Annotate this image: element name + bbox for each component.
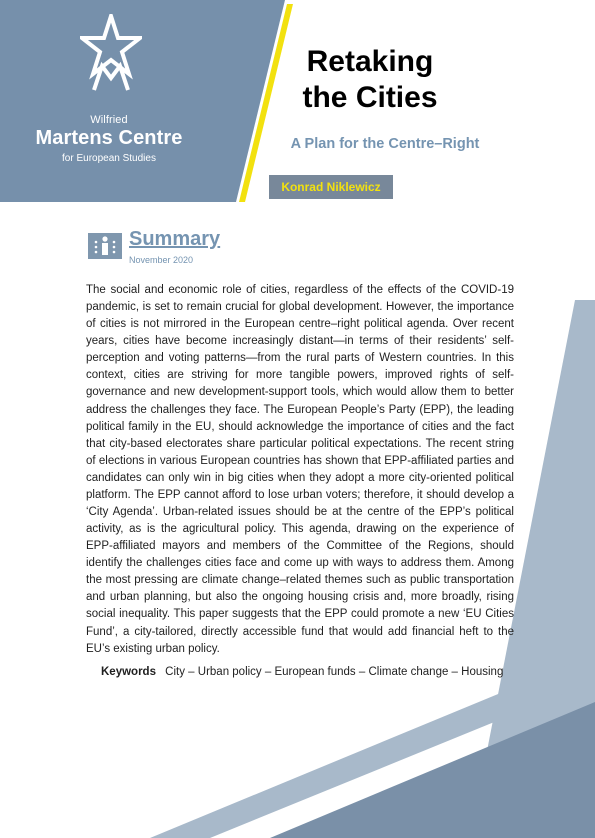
author-badge: Konrad Niklewicz — [269, 175, 393, 199]
summary-heading: Summary — [129, 228, 221, 250]
keywords-label: Keywords — [101, 666, 156, 678]
star-m-logo-icon — [80, 14, 142, 94]
summary-date: November 2020 — [129, 255, 194, 265]
keywords-line — [101, 666, 521, 678]
summary-text: The social and economic role of cities, regardless of the effects of the COVID-19 pandemic, is set to remain crucial for global development. However, the importance of cities is not mirrored in the European centre–right political agenda. Over recent years, cities have become increasingly distant—in terms of their residents’ self-perception and voting patterns—from the rural parts of Western countries. In this context, cities are striving for more tangible powers, improved rights of self-governance and new development-support tools, which would allow them to better address the challenges they face. The European People’s Party (EPP), the leading political family in the EU, should acknowledge the importance of cities and the fact that city-based electorates share particular political expectations. The recent string of elections in various European countries has shown that EPP-affiliated parties and candidates can only win in big cities when they adopt a more city-oriented political platform. The EPP cannot afford to lose urban voters; therefore, it should develop a ‘City Agenda’. Urban-related issues should be at the centre of the EPP’s political activity, as is the agricultural policy. This agenda, drawing on the experience of EPP-affiliated mayors and members of the Committee of the Regions, should identify the challenges cities face and come up with ways to address them. Among the most pressing are climate change–related themes such as public transportation and urban planning, but also the ongoing housing crisis and, more broadly, rising social inequality. This paper suggests that the EPP could promote a new ‘EU Cities Fund’, a city-tailored, directly accessible fund that would add financial heft to the EU’s existing urban policy. — [86, 284, 514, 655]
people-icon — [88, 233, 122, 259]
keywords-text: City – Urban policy – European funds – Climate change – Housing — [165, 666, 504, 678]
document-title: Retaking the Cities — [302, 45, 438, 114]
org-name-line3: for European Studies — [62, 153, 156, 164]
org-name-line1: Wilfried — [90, 114, 128, 126]
org-logo — [14, 14, 204, 174]
document-subtitle: A Plan for the Centre–Right — [290, 136, 480, 152]
org-name-line2: Martens Centre — [35, 127, 183, 149]
